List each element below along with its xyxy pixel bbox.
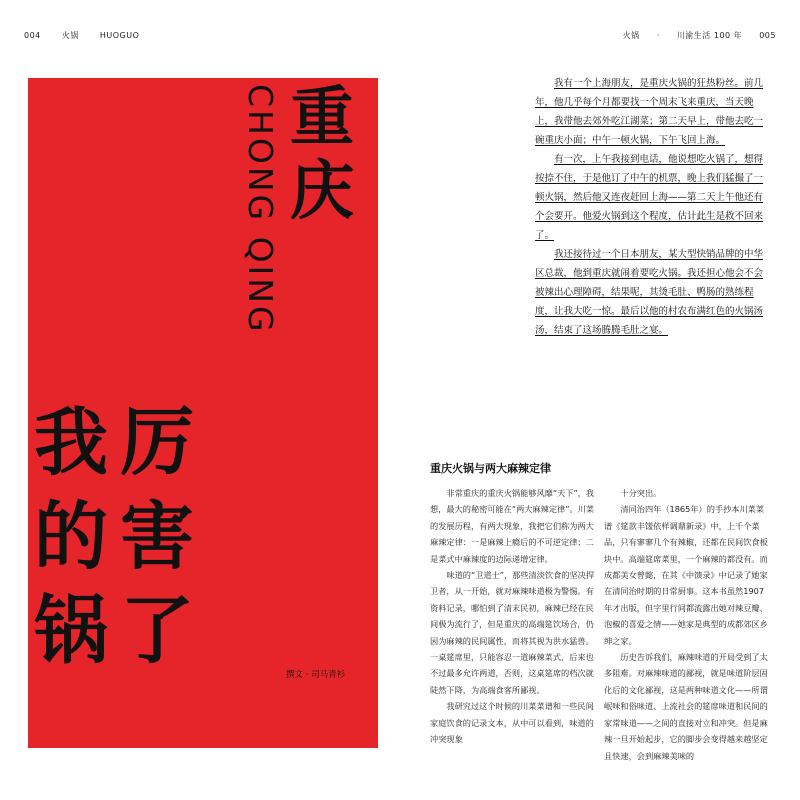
city-title-vertical: [290, 82, 380, 230]
left-page-header: [24, 30, 157, 41]
title-char: 重: [290, 81, 354, 155]
cover-red-panel: [28, 78, 378, 748]
slogan-char: 害: [120, 494, 194, 580]
slogan-char: 锅: [34, 588, 108, 674]
left-page-number: 004: [24, 31, 41, 40]
article-paragraph: 我研究过这个时候的川菜菜谱和一些民间家庭饮食的记录文本，从中可以看到，味道的冲突现象: [430, 701, 594, 745]
slogan-char: 的: [34, 494, 108, 580]
slogan-column-right: [120, 396, 194, 678]
article-paragraph: 历史告诉我们，麻辣味道的开局受到了太多阻难。对麻辣味道的鄙视，就是味道阶层固化后的文化鄙视，这是两种味道文化——所谓岷味和俗味道、上流社会的筵席味道和民间的家常味道——之间的直接对立和冲突。但是麻辣一旦开始起步，它的脚步会变得越来越坚定且快速，会到麻辣美味的: [604, 652, 768, 761]
section-heading: 重庆火锅与两大麻辣定律: [430, 462, 551, 475]
title-char: 庆: [290, 155, 354, 229]
slogan-column-left: [34, 396, 108, 678]
intro-paragraph: 有一次，上午我接到电话，他说想吃火锅了，想得按捺不住，于是他订了中午的机票，晚上我们猛撮了一顿火锅，然后他又连夜赶回上海——第二天上午他还有个会要开。他爱火锅到这个程度，估计此生是救不回来了。: [535, 154, 764, 241]
left-header-title-en: HUOGUO: [99, 31, 140, 40]
right-header-dot: ·: [656, 31, 660, 40]
right-header-series: 川渝生活 100 年: [676, 31, 743, 40]
slogan-char: 厉: [120, 400, 194, 486]
article-body: [430, 485, 772, 761]
right-page-number: 005: [759, 31, 776, 40]
slogan-char: 我: [34, 400, 108, 486]
article-column-right: [604, 485, 772, 761]
article-paragraph: 味道的“卫道士”，那些清淡饮食的坚决捍卫者，从一开始，就对麻辣味道极为警惕。有资料记录，哪怕到了清末民初，麻辣已经在民间极为流行了，但是重庆的高端筵饮场合，仍因为麻辣的民间属性，而将其视为洪水猛兽。一桌筵席里，只能容忍一道麻辣菜式，后来也不过最多允许两道，否则，这桌筵席的档次就陡然下降，为高端食客所鄙视。: [430, 570, 595, 695]
article-paragraph: 十分突出。: [620, 488, 662, 498]
right-header-section: 火锅: [622, 31, 640, 40]
slogan-char: 了: [120, 588, 194, 674]
intro-paragraph: 我有一个上海朋友，是重庆火锅的狂热粉丝。前几年，他几乎每个月都要找一个周末飞来重庆，当天晚上，我带他去郊外吃江湖菜；第二天早上，带他去吃一碗重庆小面；中午一顿火锅，下午飞回上海。: [535, 78, 764, 146]
article-paragraph: 清同治四年（1865年）的手抄本川菜菜谱《筵款丰馐依样调鼎新录》中，上千个菜品，只有寥寥几个有辣椒，还都在民间饮食板块中。高端筵席菜里，一个麻辣的都没有。而成都美女曾懿，在其《中馈录》中记录了她家在清同治时期的日常厨事。这本书虽然1907年才出版，但字里行间都流露出她对辣豆瓣、泡椒的喜爱之情——她家是典型的成都郊区乡绅之家。: [604, 504, 768, 646]
right-page-header: [609, 30, 776, 41]
author-credit: 撰文 · 司马青衫: [286, 670, 346, 680]
left-header-title-cn: 火锅: [61, 31, 79, 40]
article-paragraph: 非常重庆的重庆火锅能够风靡“天下”，我想，最大的秘密可能在“两大麻辣定律”。川菜的发展历程，有两大现象，我把它们称为两大麻辣定律：一是麻辣上瘾后的不可逆定律；二是菜式中麻辣度的边际递增定律。: [430, 488, 595, 564]
intro-paragraph: 我还接待过一个日本朋友，某大型快销品牌的中华区总裁，他到重庆就闹着要吃火锅。我还担心他会不会被辣出心理障碍，结果呢，其烫毛肚、鸭肠的熟练程度，让我大吃一惊。最后以他的村农布满红色的火锅汤汤，结束了这场腾腾毛肚之宴。: [535, 249, 764, 336]
article-column-left: [430, 485, 598, 750]
intro-text-block: [535, 74, 767, 340]
city-title-latin: CHONG QING: [241, 84, 280, 335]
